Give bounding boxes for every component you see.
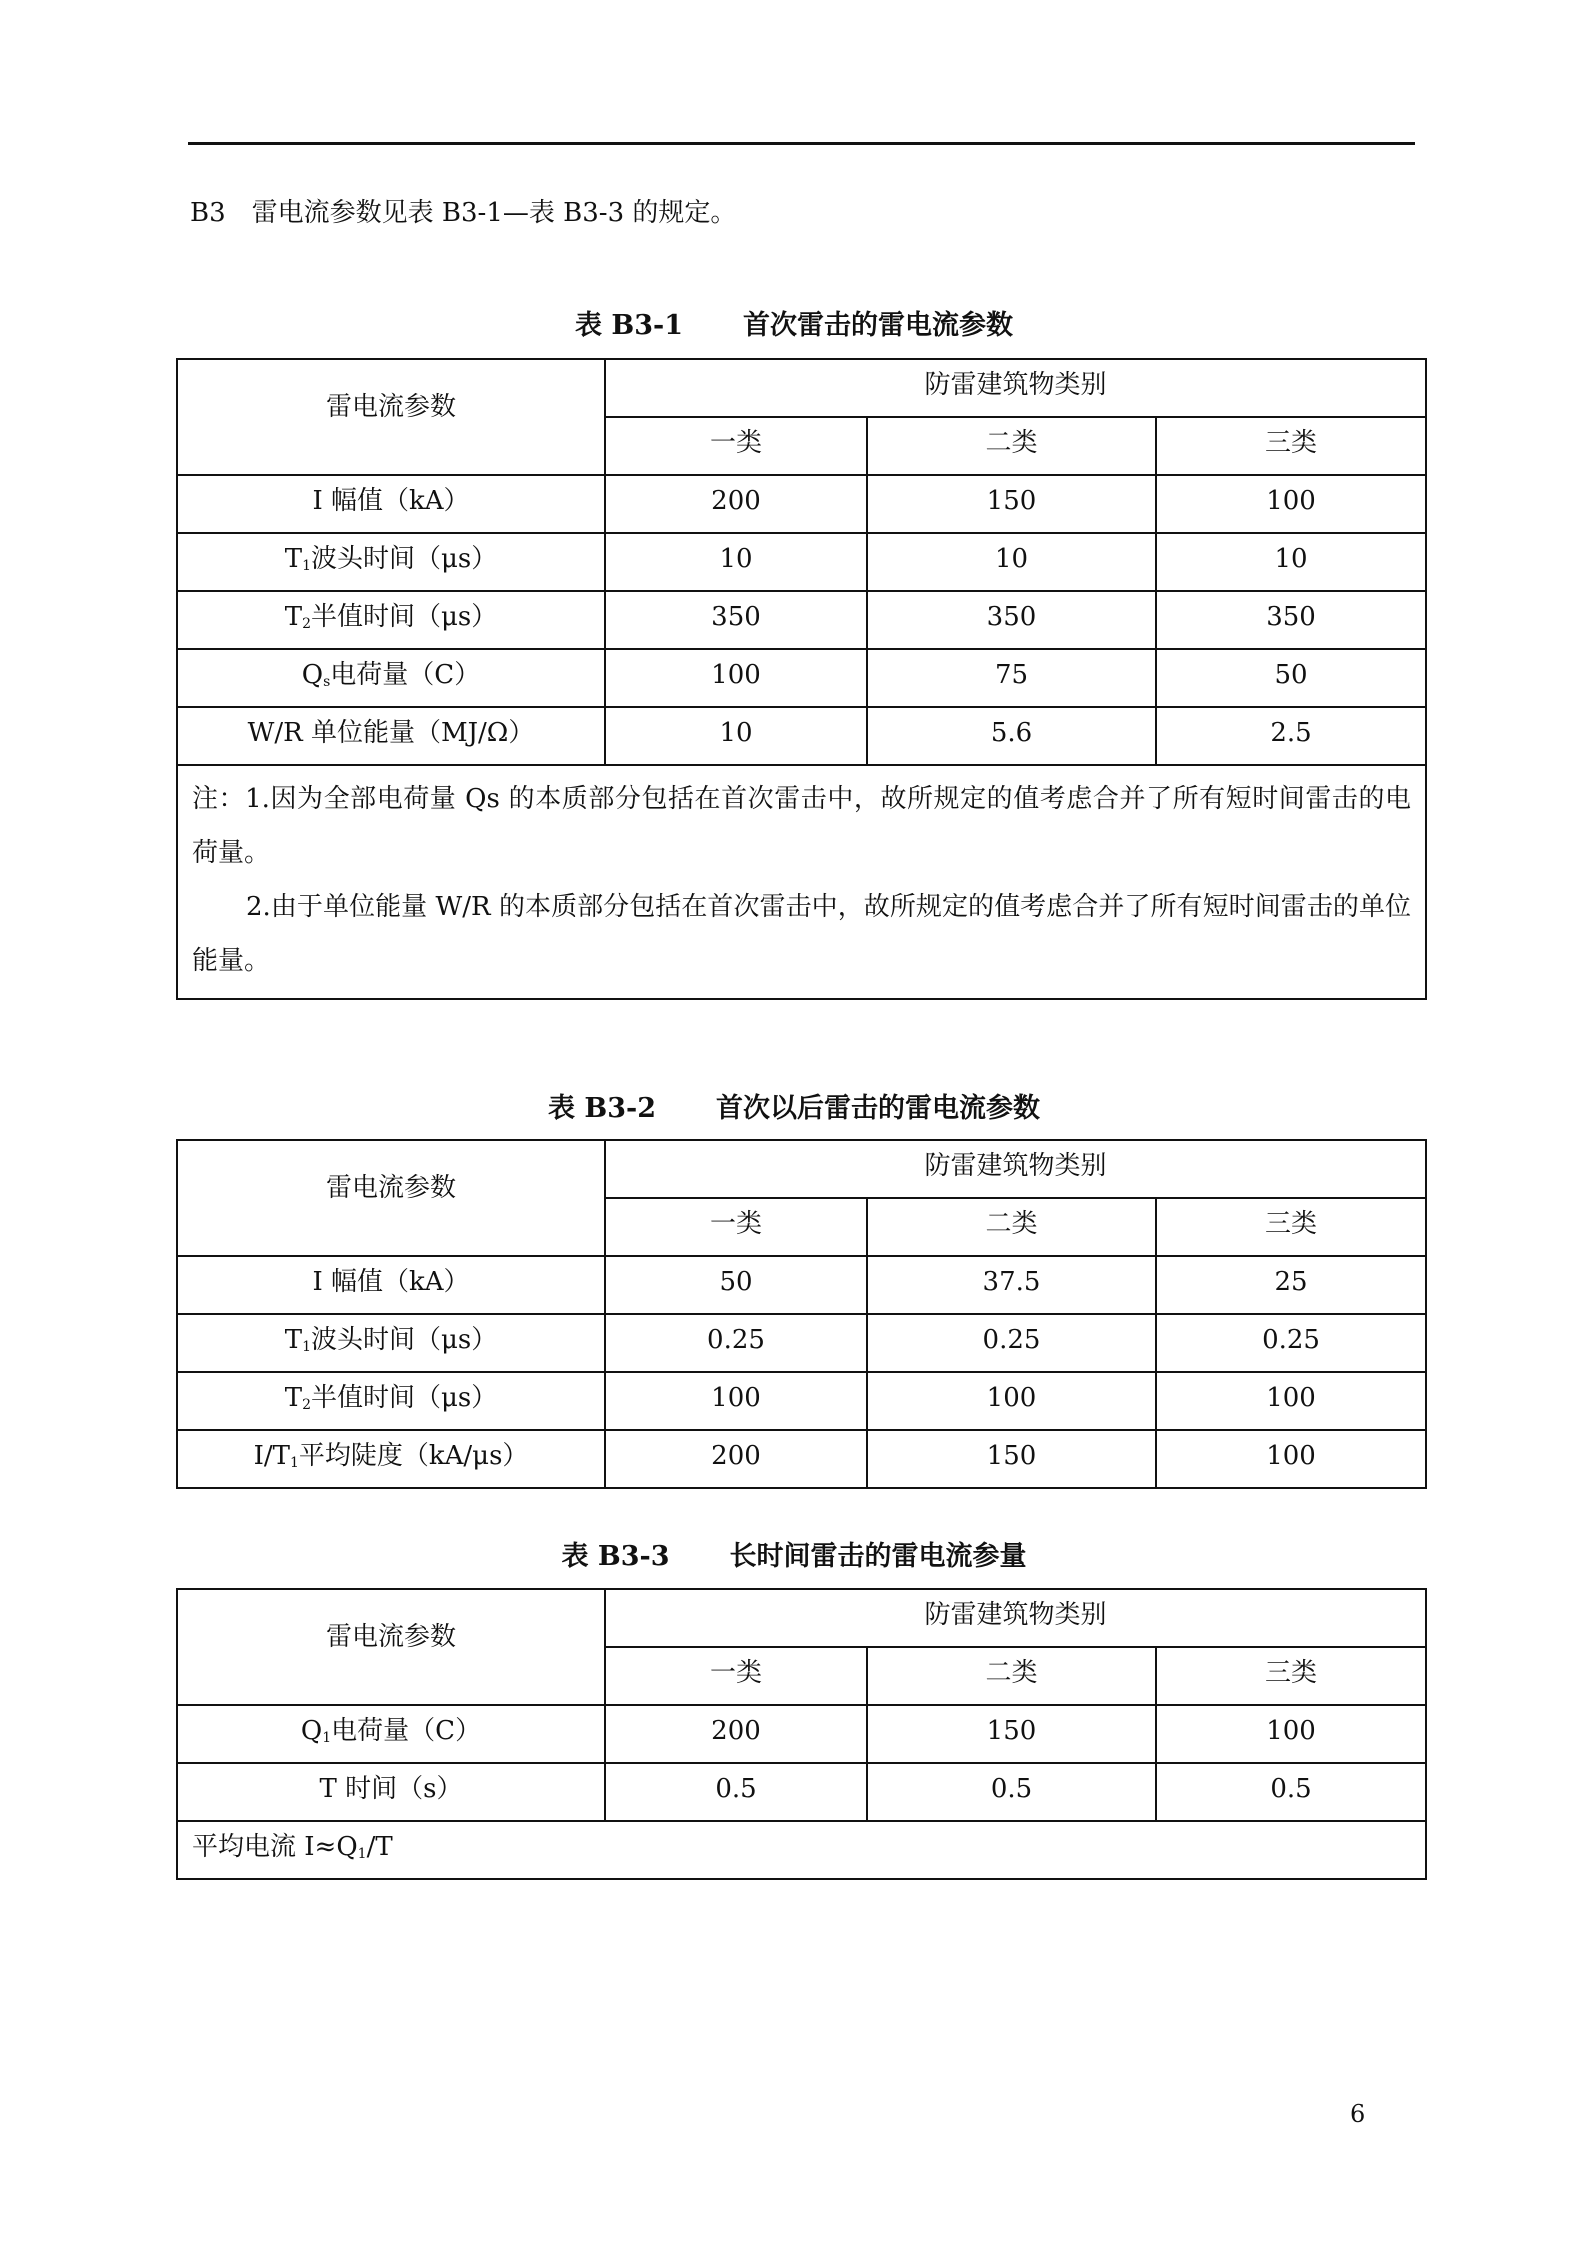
param-label-subscript: 1 (302, 558, 311, 574)
value-cell: 0.25 (605, 1314, 867, 1372)
param-cell (177, 1256, 605, 1314)
table-title (0, 1086, 1588, 1125)
value-cell: 350 (867, 591, 1156, 649)
value-cell: 0.25 (1156, 1314, 1426, 1372)
table-row (177, 591, 1426, 649)
value-cell: 10 (605, 533, 867, 591)
param-label-subscript: 1 (357, 1846, 367, 1862)
value-cell: 10 (605, 707, 867, 765)
param-cell (177, 1430, 605, 1488)
param-label-subscript: s (323, 674, 331, 690)
value-cell: 150 (867, 475, 1156, 533)
param-label-main: T 时间（s） (319, 1774, 463, 1804)
group-header: 防雷建筑物类别 (605, 359, 1426, 417)
value-cell: 0.5 (1156, 1763, 1426, 1821)
param-label-subscript: 2 (302, 1397, 311, 1413)
value-cell: 150 (867, 1430, 1156, 1488)
param-label-main: I 幅值（kA） (312, 486, 470, 516)
value-cell: 2.5 (1156, 707, 1426, 765)
class-header: 三类 (1156, 1198, 1426, 1256)
param-cell (177, 1763, 605, 1821)
table-row (177, 649, 1426, 707)
param-label-main: Q (300, 1716, 323, 1746)
header-row (177, 1589, 1426, 1647)
param-label-main: 平均电流 I≈Q (192, 1832, 358, 1862)
table-row (177, 475, 1426, 533)
value-cell: 150 (867, 1705, 1156, 1763)
footer-row (177, 1821, 1426, 1879)
param-cell (177, 591, 605, 649)
value-cell: 350 (605, 591, 867, 649)
value-cell: 10 (1156, 533, 1426, 591)
value-cell: 10 (867, 533, 1156, 591)
table-title-text: 长时间雷击的雷电流参量 (729, 1541, 1027, 1572)
class-header: 二类 (867, 417, 1156, 475)
parameter-table (176, 358, 1427, 1000)
table-row (177, 1763, 1426, 1821)
header-row (177, 1140, 1426, 1198)
page-number: 6 (1350, 2100, 1366, 2128)
note-cell (177, 765, 1426, 999)
table-title-text: 首次雷击的雷电流参数 (743, 310, 1013, 341)
value-cell: 0.25 (867, 1314, 1156, 1372)
param-label-rest: 波头时间（μs） (311, 544, 498, 574)
class-header: 三类 (1156, 417, 1426, 475)
param-cell (177, 533, 605, 591)
note-paragraph: 注：1.因为全部电荷量 Qs 的本质部分包括在首次雷击中，故所规定的值考虑合并了所有短时间雷击的电荷量。 (192, 784, 1412, 868)
param-header: 雷电流参数 (177, 1140, 605, 1256)
value-cell: 100 (1156, 1705, 1426, 1763)
param-label-subscript: 1 (289, 1455, 299, 1471)
param-label-subscript: 1 (322, 1730, 332, 1746)
table-row (177, 1430, 1426, 1488)
class-header: 一类 (605, 417, 867, 475)
param-cell (177, 649, 605, 707)
param-cell (177, 1314, 605, 1372)
parameter-table (176, 1139, 1427, 1489)
table-label: 表 B3-2 (548, 1093, 656, 1124)
class-header: 三类 (1156, 1647, 1426, 1705)
param-label-main: Q (301, 660, 324, 690)
class-header: 二类 (867, 1647, 1156, 1705)
footer-cell (177, 1821, 1426, 1879)
value-cell: 37.5 (867, 1256, 1156, 1314)
value-cell: 350 (1156, 591, 1426, 649)
param-label-rest: 半值时间（μs） (311, 602, 498, 632)
param-label-rest: 半值时间（μs） (311, 1383, 498, 1413)
param-cell (177, 475, 605, 533)
param-label-main: W/R 单位能量（MJ/Ω） (247, 718, 535, 748)
param-label-main: T (284, 544, 303, 574)
value-cell: 25 (1156, 1256, 1426, 1314)
param-label-rest: 波头时间（μs） (311, 1325, 498, 1355)
value-cell: 200 (605, 475, 867, 533)
param-label-rest: 电荷量（C） (331, 1716, 482, 1746)
param-cell (177, 707, 605, 765)
value-cell: 100 (605, 649, 867, 707)
param-label-main: T (284, 602, 303, 632)
param-label-rest: 电荷量（C） (330, 660, 481, 690)
param-label-subscript: 1 (302, 1339, 311, 1355)
group-header: 防雷建筑物类别 (605, 1140, 1426, 1198)
value-cell: 100 (1156, 1372, 1426, 1430)
table-label: 表 B3-1 (575, 310, 683, 341)
param-label-main: T (284, 1383, 303, 1413)
value-cell: 200 (605, 1430, 867, 1488)
value-cell: 5.6 (867, 707, 1156, 765)
param-cell (177, 1705, 605, 1763)
value-cell: 100 (1156, 475, 1426, 533)
value-cell: 0.5 (605, 1763, 867, 1821)
table-title (0, 1534, 1588, 1573)
note-row (177, 765, 1426, 999)
class-header: 一类 (605, 1198, 867, 1256)
param-label-rest: 平均陡度（kA/μs） (298, 1441, 529, 1471)
value-cell: 50 (1156, 649, 1426, 707)
table-title (0, 303, 1588, 342)
param-label-rest: /T (366, 1832, 393, 1862)
param-label-main: I/T (253, 1441, 290, 1471)
param-cell (177, 1372, 605, 1430)
header-rule (188, 142, 1415, 145)
table-title-text: 首次以后雷击的雷电流参数 (716, 1093, 1040, 1124)
value-cell: 75 (867, 649, 1156, 707)
param-header: 雷电流参数 (177, 1589, 605, 1705)
value-cell: 100 (605, 1372, 867, 1430)
value-cell: 200 (605, 1705, 867, 1763)
note-paragraph: 2.由于单位能量 W/R 的本质部分包括在首次雷击中，故所规定的值考虑合并了所有短时间雷击的单位能量。 (192, 892, 1412, 976)
param-label-main: T (284, 1325, 303, 1355)
table-row (177, 1314, 1426, 1372)
table-row (177, 1372, 1426, 1430)
table-row (177, 707, 1426, 765)
param-label-subscript: 2 (302, 616, 311, 632)
value-cell: 100 (1156, 1430, 1426, 1488)
parameter-table (176, 1588, 1427, 1880)
param-label-main: I 幅值（kA） (312, 1267, 470, 1297)
class-header: 二类 (867, 1198, 1156, 1256)
class-header: 一类 (605, 1647, 867, 1705)
value-cell: 0.5 (867, 1763, 1156, 1821)
param-header: 雷电流参数 (177, 359, 605, 475)
header-row (177, 359, 1426, 417)
intro-paragraph: B3 雷电流参数见表 B3-1—表 B3-3 的规定。 (190, 198, 737, 228)
table-label: 表 B3-3 (561, 1541, 670, 1572)
value-cell: 100 (867, 1372, 1156, 1430)
table-row (177, 533, 1426, 591)
value-cell: 50 (605, 1256, 867, 1314)
table-row (177, 1705, 1426, 1763)
group-header: 防雷建筑物类别 (605, 1589, 1426, 1647)
table-row (177, 1256, 1426, 1314)
